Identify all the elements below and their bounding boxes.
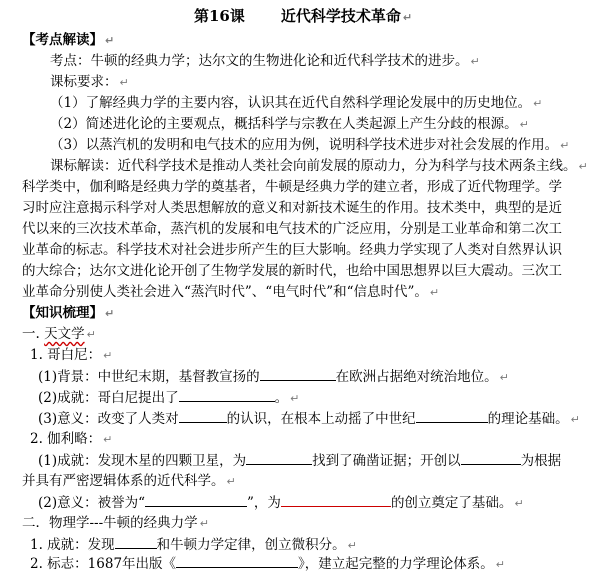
requirement-title: 课标要求： ↵ <box>50 74 129 90</box>
copernicus-significance: (3)意义：改变了人类对 的认识，在根本上动摇了中世纪 的理论基础。 ↵ <box>38 408 580 428</box>
galileo-heading: 2. 伽利略： ↵ <box>30 431 113 447</box>
section-physics: 二．物理学---牛顿的经典力学 ↵ <box>22 515 209 531</box>
blank-field[interactable] <box>115 534 157 549</box>
blank-field[interactable] <box>461 450 521 465</box>
requirement-1: （1）了解经典力学的主要内容，认识其在近代自然科学理论发展中的历史地位。 ↵ <box>50 95 543 111</box>
blank-field[interactable] <box>179 408 227 423</box>
galileo-achievement-cont: 并具有严密逻辑体系的近代科学。 ↵ <box>22 473 236 489</box>
copernicus-background: (1)背景：中世纪末期，基督教宣扬的 在欧洲占据绝对统治地位。 ↵ <box>38 366 509 386</box>
requirement-3: （3）以蒸汽机的发明和电气技术的应用为例，说明科学技术进步对社会发展的作用。 ↵ <box>50 137 570 153</box>
blank-field[interactable] <box>416 408 488 423</box>
kaodian-header: 【考点解读】 ↵ <box>22 32 115 48</box>
lesson-title: 第16课 近代科学技术革命 ↵ <box>193 7 413 25</box>
newton-landmark: 2. 标志：1687年出版《 》，建立起完整的力学理论体系。 ↵ <box>30 553 505 573</box>
jiedu-line-5: 业革命的标志。科学技术对社会进步所产生的巨大影响。经典力学实现了人类对自然界认识 <box>22 242 562 258</box>
newton-achievement: 1. 成就：发现 和牛顿力学定律，创立微积分。 ↵ <box>30 534 357 554</box>
section-astronomy: 一. 天文学 ↵ <box>22 326 96 342</box>
kaodian-line: 考点：牛顿的经典力学；达尔文的生物进化论和近代科学技术的进步。 ↵ <box>50 53 480 69</box>
blank-field[interactable] <box>281 492 391 507</box>
blank-field[interactable] <box>176 553 298 568</box>
jiedu-line-6: 的大综合；达尔文进化论开创了生物学发展的新时代，也给中国思想界以巨大震动。三次工 <box>22 263 562 279</box>
requirement-2: （2）简述进化论的主要观点，概括科学与宗教在人类起源上产生分歧的根源。 ↵ <box>50 116 529 132</box>
jiedu-line-2: 科学类中，伽利略是经典力学的奠基者，牛顿是经典力学的建立者，形成了近代物理学。学 <box>22 179 562 195</box>
blank-field[interactable] <box>246 450 312 465</box>
galileo-significance: (2)意义：被誉为“ ”，为 的创立奠定了基础。 ↵ <box>38 492 524 512</box>
jiedu-line-3: 习时应注意揭示科学对人类思想解放的意义和对新技术诞生的作用。技术类中，典型的是近 <box>22 200 562 216</box>
zhishi-header: 【知识梳理】 ↵ <box>22 305 115 321</box>
blank-field[interactable] <box>179 387 275 402</box>
jiedu-line-4: 代以来的三次技术革命，蒸汽机的发展和电气技术的广泛应用，分别是工业革命和第二次工 <box>22 221 562 237</box>
lesson-name: 近代科学技术革命 <box>280 7 401 25</box>
copernicus-achievement: (2)成就：哥白尼提出了 。 ↵ <box>38 387 299 407</box>
blank-field[interactable] <box>260 366 336 381</box>
jiedu-line-7: 业革命分别使人类社会进入“蒸汽时代”、“电气时代”和“信息时代”。 ↵ <box>22 284 440 300</box>
blank-field[interactable] <box>145 492 247 507</box>
jiedu-line-1: 课标解读：近代科学技术是推动人类社会向前发展的原动力，分为科学与技术两条主线。 ↵ <box>50 158 588 174</box>
copernicus-heading: 1. 哥白尼： ↵ <box>30 347 113 363</box>
lesson-number: 第16课 <box>193 7 245 25</box>
galileo-achievement: (1)成就：发现木星的四颗卫星，为 找到了确凿证据；开创以 为根据 <box>38 450 561 470</box>
